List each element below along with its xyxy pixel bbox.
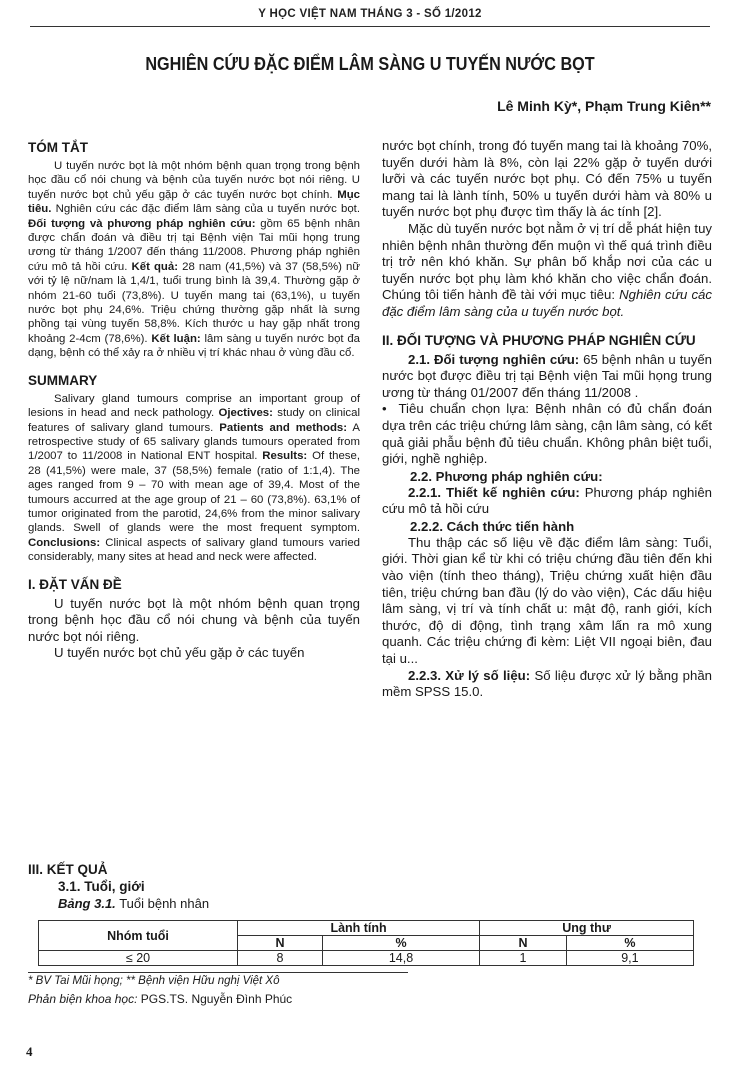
s223-text: Số liệu được xử lý bằng phần mềm SPSS 15.0.: [382, 667, 713, 700]
summary-results-label: Results:: [262, 450, 308, 463]
journal-header: Y HỌC VIỆT NAM THÁNG 3 - SỐ 1/2012: [258, 8, 482, 20]
results-section: [28, 862, 718, 911]
s21-text: 65 bệnh nhân u tuyến nước bọt được điều trị tại Bệnh viện Tai mũi họng trung ương từ tháng 01/2007 đến tháng 11/2008 .: [382, 351, 713, 400]
s21-paragraph: [382, 352, 712, 402]
s221-label: 2.2.1. Thiết kế nghiên cứu:: [408, 484, 580, 500]
results-label: Kết quả:: [131, 260, 179, 273]
col-age-group: Nhóm tuổi: [39, 921, 238, 951]
results-heading: III. KẾT QUẢ: [28, 862, 108, 877]
header-rule: [30, 26, 710, 27]
reviewer-line: [28, 992, 718, 1006]
footnote: * BV Tai Mũi họng; ** Bệnh viện Hữu nghị Việt Xô: [28, 975, 280, 987]
criteria-text: Tiêu chuẩn chọn lựa: Bệnh nhân có đủ chẩn đoán dựa trên các triệu chứng lâm sàng, cận lâm sàng, có kết quả giải phẫu bệnh đủ tiêu chuẩn. Không phân biệt tuổi, giới, nghề nghiệp.: [382, 401, 712, 467]
cell-group: ≤ 20: [39, 951, 238, 966]
summary-conclusions-label: Conclusions:: [28, 536, 101, 549]
s22-label: 2.2. Phương pháp nghiên cứu:: [410, 468, 603, 484]
subjects-label: Đối tượng và phương pháp nghiên cứu:: [28, 217, 256, 230]
cell-benign-pct: 14,8: [322, 951, 479, 966]
summary-heading: SUMMARY: [28, 372, 98, 388]
s222-heading: [382, 518, 712, 535]
intro-paragraph-2-start: U tuyến nước bọt chủ yếu gặp ở các tuyến: [54, 645, 305, 661]
summary-patients: A retrospective study of 65 salivary glands tumours operated from 1/2007 to 11/2008 in National ENT hospital.: [28, 421, 360, 463]
intro-heading: I. ĐẶT VẤN ĐỀ: [28, 576, 122, 592]
table-caption: [58, 896, 718, 911]
abstract-intro: U tuyến nước bọt là một nhóm bệnh quan trọng trong bệnh học đầu cổ nói chung và bệnh của tuyến nước bọt nói riêng. U tuyến nước bọt chủ yếu gặp ở các tuyến nước bọt chính.: [28, 160, 360, 201]
table-row: [39, 951, 694, 966]
abstract-heading: TÓM TẮT: [28, 140, 88, 155]
intro-paragraph-3: [382, 221, 712, 321]
subjects-text: gồm 65 bệnh nhân được chẩn đoán và điều trị tại Bệnh viện Tai mũi họng trung ương từ tháng 1/2007 đến tháng 11/2008. Phương pháp nghiên cứu mô tả hồi cứu.: [28, 217, 360, 273]
criteria-paragraph: [382, 401, 712, 467]
objective-label: Mục tiêu.: [28, 188, 360, 216]
cell-cancer-pct: 9,1: [566, 951, 693, 966]
summary-patients-label: Patients and methods:: [219, 421, 348, 434]
right-column: [382, 138, 712, 701]
cell-cancer-n: 1: [480, 951, 567, 966]
col-cancer-pct: %: [566, 936, 693, 951]
results-text: 28 nam (41,5%) và 37 (58,5%) nữ với tỷ lệ nữ/nam là 1,4/1, tuổi trung bình là 39,4. Thường gặp ở nhóm 21-60 tuổi (73,8%). U tuyến mang tai (63,1%), u tuyến nước bọt phụ 24,6%. Triệu chứng thường gặp nhất là sưng phồng tại vùng tuyến 58,8%. Kích thước u hay gặp nhất trong khoảng 2-4cm (78,6%).: [28, 260, 360, 345]
abstract-text: [28, 159, 360, 361]
s222-label: 2.2.2. Cách thức tiến hành: [410, 518, 575, 534]
left-column: [28, 140, 360, 662]
conclusion-label: Kết luận:: [151, 332, 201, 345]
intro-paragraph-1: U tuyến nước bọt là một nhóm bệnh quan trọng trong bệnh học đầu cổ nói chung và bệnh của tuyến nước bọt nói riêng.: [28, 595, 360, 644]
col-benign: Lành tính: [238, 921, 480, 936]
summary-text: [28, 392, 360, 565]
summary-objectives-label: Ojectives:: [218, 407, 273, 420]
summary-intro: Salivary gland tumours comprise an important group of lesions in head and neck pathology.: [28, 392, 360, 420]
methods-heading: II. ĐỐI TƯỢNG VÀ PHƯƠNG PHÁP NGHIÊN CỨU: [382, 332, 696, 348]
summary-conclusions: Clinical aspects of salivary gland tumours varied considerably, many sites at head and neck were affected.: [28, 536, 360, 564]
s223-label: 2.2.3. Xử lý số liệu:: [408, 667, 531, 683]
article-title: NGHIÊN CỨU ĐẶC ĐIỂM LÂM SÀNG U TUYẾN NƯỚC BỌT: [145, 54, 595, 74]
s21-label: 2.1. Đối tượng nghiên cứu:: [408, 351, 580, 367]
reviewer-label: Phản biện khoa học:: [28, 992, 138, 1006]
s221-text: Phương pháp nghiên cứu mô tả hồi cứu: [382, 484, 712, 517]
summary-results: Of these, 28 (41,5%) were male, 37 (58,5%) female (ratio of 1:1,4). The ages ranged from 9 – 70 with mean age of 39,4. Most of the tumours accurred at the age group of 21 – 60 (73,8%). 63,1% of tumor originated from the parotid, 24,6% from the minor salivary glands. Swell of glands were the most frequent symptom.: [28, 450, 360, 535]
col-cancer-n: N: [480, 936, 567, 951]
s22-heading: [382, 468, 712, 485]
footnote-rule: [28, 972, 408, 973]
col-cancer: Ung thư: [480, 921, 694, 936]
table-label: Bảng 3.1.: [58, 896, 116, 911]
age-table: [38, 920, 694, 966]
conclusion-text: lâm sàng u tuyến nước bọt đa dạng, bệnh có thể xảy ra ở nhiều vị trí khác nhau ở vùng đầu cổ.: [28, 332, 361, 360]
age-gender-heading: 3.1. Tuổi, giới: [58, 879, 145, 894]
intro-p3-objective: Nghiên cứu các đặc điểm lâm sàng của u tuyến nước bọt.: [382, 287, 712, 319]
summary-objectives: study on clinical features of salivary gland tumours.: [28, 407, 360, 434]
table-title: Tuổi bệnh nhân: [119, 896, 210, 911]
cell-benign-n: 8: [238, 951, 323, 966]
s222-paragraph: Thu thập các số liệu về đặc điểm lâm sàng: Tuổi, giới. Thời gian kể từ khi có triệu chứng đầu tiên đến khi vào viện (tính theo tháng), Triệu chứng xuất hiện đầu tiên, triệu chứng ban đầu (lý do vào viện), Các dấu hiệu lâm sàng, vị trí và tính chất u: mật độ, ranh giới, kích thước, độ di động, tình trạng xâm lấn ra mô xung quanh. Các triệu chứng đi kèm: Liệt VII ngoại biên, đau tại u...: [382, 534, 712, 667]
intro-paragraph-2-cont: nước bọt chính, trong đó tuyến mang tai là khoảng 70%, tuyến dưới hàm là 8%, còn lại 22% gặp ở tuyến dưới lưỡi và các tuyến nước bọt phụ. Có đến 75% u tuyến mang tai là lành tính, 50% u tuyến dưới hàm và 80% u tuyến nước bọt phụ được tìm thấy là ác tính [2].: [382, 138, 712, 220]
page-number: 4: [26, 1044, 33, 1059]
reviewer-name: PGS.TS. Nguyễn Đình Phúc: [140, 992, 293, 1006]
bullet-icon: •: [382, 401, 387, 417]
objective-text: Nghiên cứu các đặc điểm lâm sàng của u tuyến nước bọt.: [55, 203, 360, 216]
s221-paragraph: [382, 485, 712, 518]
col-benign-n: N: [238, 936, 323, 951]
intro-p3-text: Mặc dù tuyến nước bọt nằm ở vị trí dễ phát hiện tuy nhiên bệnh nhân thường đến muộn vì thế quá trình điều trị trở nên khó khăn. Sự phân bố khắp nơi của các u tuyến nước bọt phụ làm khó khăn cho việc chẩn đoán. Chúng tôi tiến hành đề tài với mục tiêu:: [382, 220, 712, 303]
s223-paragraph: [382, 668, 712, 701]
col-benign-pct: %: [322, 936, 479, 951]
authors: Lê Minh Kỳ*, Phạm Trung Kiên**: [497, 98, 711, 114]
